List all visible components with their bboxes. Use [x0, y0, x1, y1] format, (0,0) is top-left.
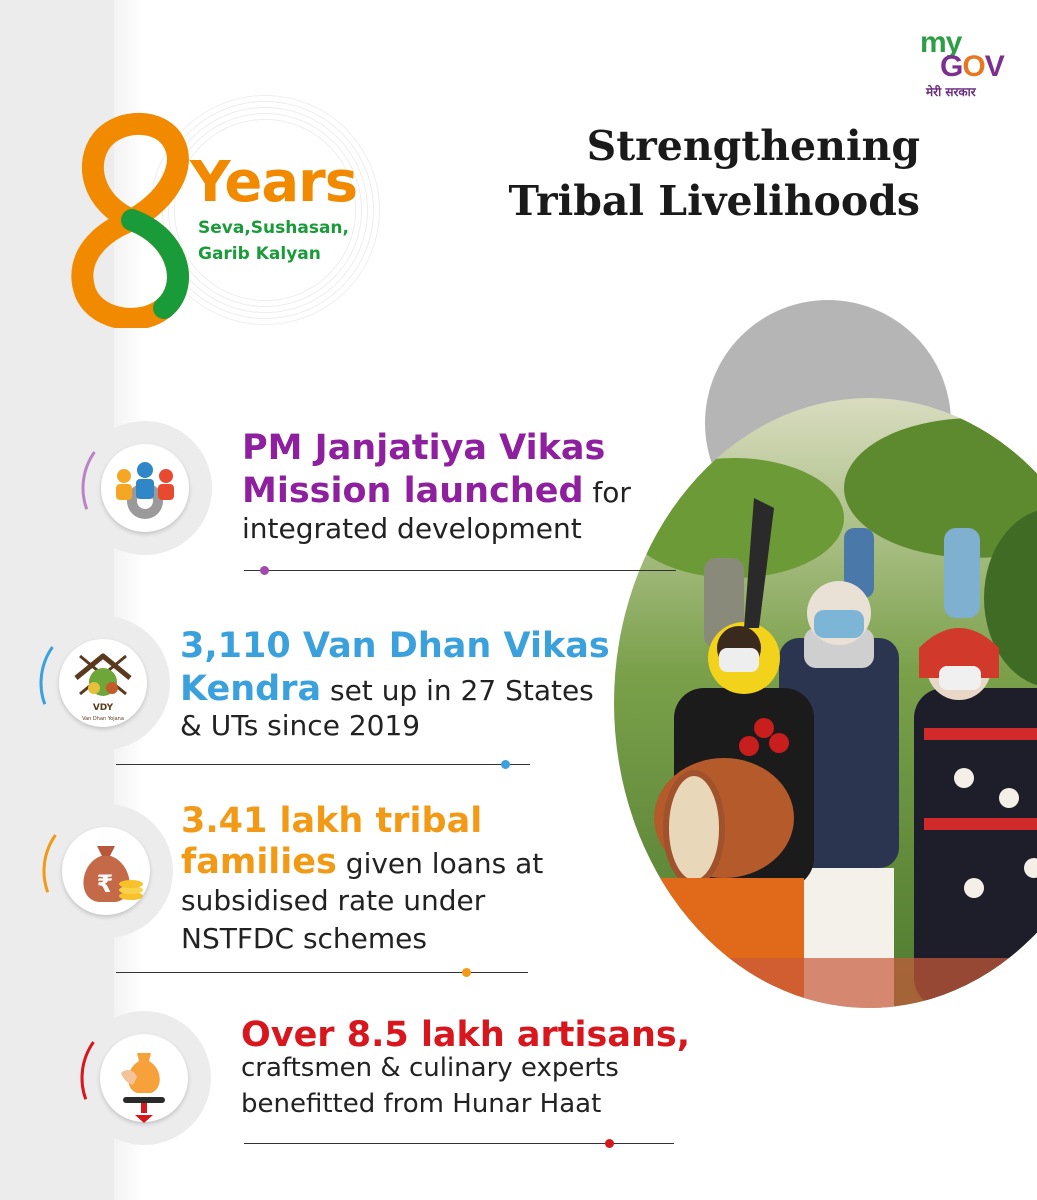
- item-1-divider: [244, 570, 676, 571]
- mygov-gov-text: [940, 52, 1004, 82]
- logo-tagline-2: Garib Kalyan: [198, 244, 321, 264]
- rupee-symbol: ₹: [96, 870, 114, 898]
- mygov-v: V: [984, 50, 1004, 83]
- headline-line-2: Tribal Livelihoods: [508, 177, 920, 225]
- item-2-divider-dot: [501, 760, 510, 769]
- item-2-highlight-1: 3,110 Van Dhan Vikas: [180, 626, 610, 666]
- van-dhan-logo-icon: [36, 616, 170, 750]
- item-1-line-2: [242, 471, 631, 511]
- team-gear-icon: [78, 421, 212, 555]
- item-3-line-2: [181, 842, 544, 882]
- item-3-divider-dot: [462, 968, 471, 977]
- item-2-line-2-rest: set up in 27 States: [321, 674, 594, 707]
- item-4-divider-dot: [605, 1139, 614, 1148]
- item-4-line-3: benefitted from Hunar Haat: [241, 1089, 602, 1119]
- item-1-icon-badge: [78, 421, 212, 555]
- item-4-line-2: craftsmen & culinary experts: [241, 1053, 619, 1083]
- item-1-highlight-2: Mission launched: [242, 471, 584, 511]
- item-3-line-3: subsidised rate under: [181, 884, 486, 917]
- item-4-highlight-1: Over 8.5 lakh artisans,: [241, 1015, 691, 1055]
- item-3-line-4: NSTFDC schemes: [181, 922, 427, 955]
- item-4-icon-badge: [77, 1011, 211, 1145]
- item-1-line-1: [242, 428, 606, 468]
- ceremony-photo: [614, 398, 1037, 1008]
- item-3-icon-badge: [39, 804, 173, 938]
- pottery-wheel-icon: [77, 1011, 211, 1145]
- item-2-line-1: [180, 626, 610, 666]
- item-2-icon-badge: [36, 616, 170, 750]
- item-2-line-2: [180, 669, 594, 709]
- headline-line-1: Strengthening: [586, 122, 920, 170]
- mygov-my-text: my: [920, 26, 962, 59]
- item-4-line-1: [241, 1015, 691, 1055]
- item-2-line-3: & UTs since 2019: [180, 709, 421, 742]
- item-3-highlight-1: 3.41 lakh tribal: [181, 801, 483, 841]
- mygov-hindi-tagline: मेरी सरकार: [926, 85, 976, 99]
- money-bag-icon: [39, 804, 173, 938]
- item-3-line-1: [181, 801, 483, 841]
- photo-illustration: [614, 398, 1037, 1008]
- eight-digit-icon: [62, 108, 202, 328]
- item-1-line-2-rest: for: [583, 476, 631, 509]
- item-1-divider-dot: [260, 566, 269, 575]
- mygov-o: O: [962, 50, 985, 83]
- item-2-highlight-2: Kendra: [180, 669, 322, 709]
- item-1-highlight-1: PM Janjatiya Vikas: [242, 428, 606, 468]
- van-dhan-logo-text: VDY: [92, 703, 114, 713]
- mygov-g: G: [940, 50, 963, 83]
- logo-tagline-1: Seva,Sushasan,: [198, 218, 349, 238]
- item-2-divider: [116, 764, 530, 765]
- logo-years-text: Years: [190, 150, 358, 215]
- item-3-line-2-rest: given loans at: [336, 847, 544, 880]
- item-3-highlight-2: families: [181, 842, 337, 882]
- van-dhan-logo-caption: Van Dhan Yojana: [82, 716, 124, 722]
- item-1-line-3: integrated development: [242, 512, 582, 545]
